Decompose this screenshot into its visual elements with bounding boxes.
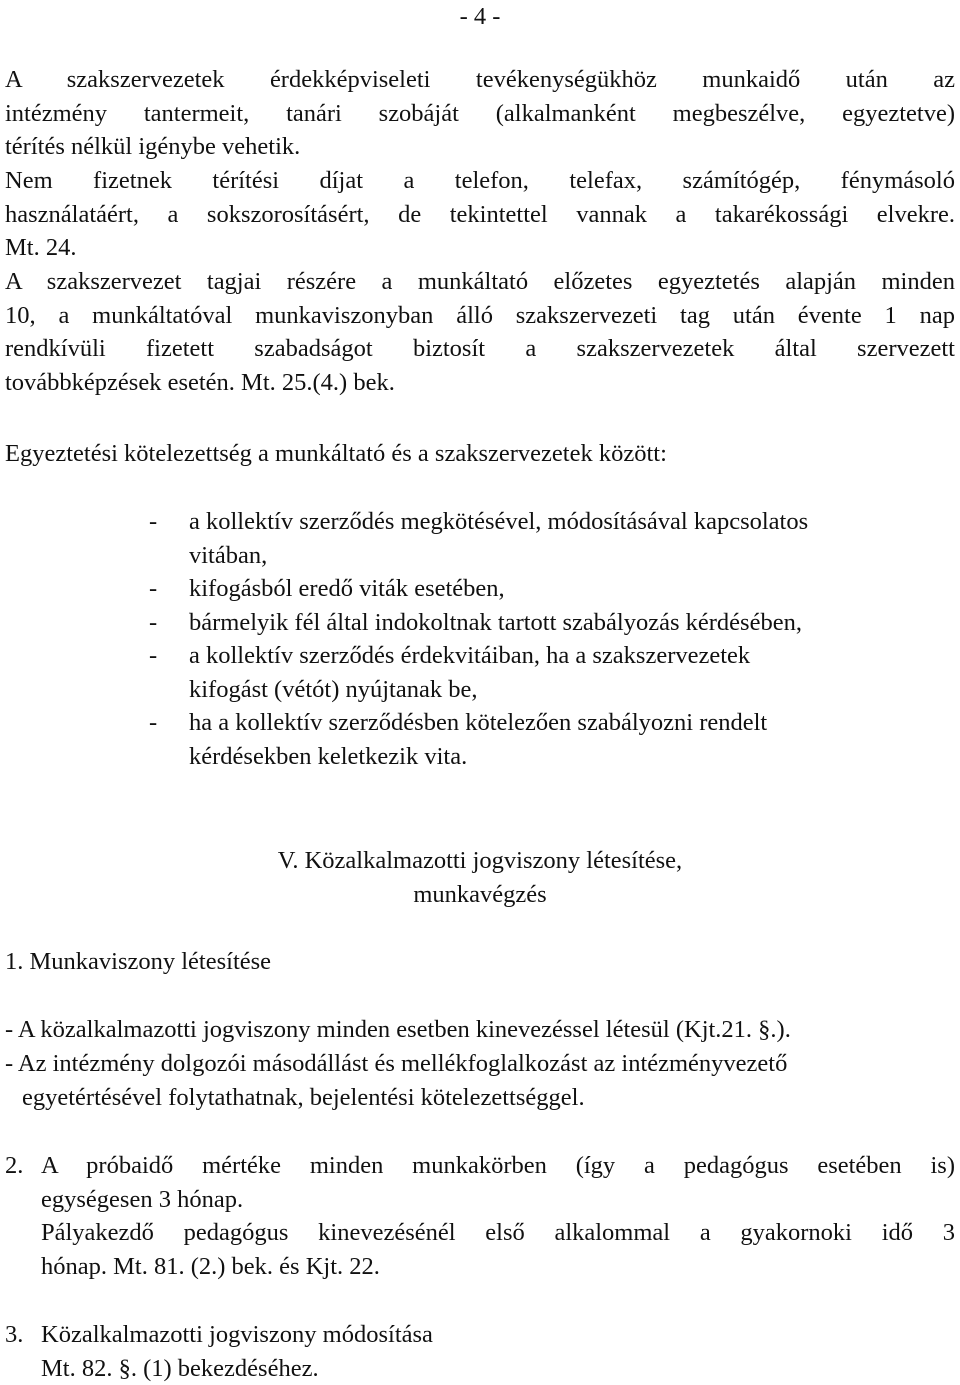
numbered-item-3 — [5, 1318, 955, 1385]
list-dash: - — [149, 606, 157, 640]
numbered-item-body — [41, 1318, 955, 1385]
list-item — [149, 639, 949, 706]
paragraph-line: egységesen 3 hónap. — [41, 1183, 955, 1217]
paragraph-line: továbbképzések esetén. Mt. 25.(4.) bek. — [5, 366, 955, 400]
paragraph-union-rooms — [5, 63, 955, 164]
list-item-line: kifogásból eredő viták esetében, — [189, 572, 949, 606]
paragraph-extra-leave — [5, 265, 955, 399]
subsection-heading-1: 1. Munkaviszony létesítése — [5, 945, 955, 979]
paragraph-secondary-employment — [5, 1047, 955, 1114]
list-item — [149, 706, 949, 773]
paragraph-consultation-obligation: Egyeztetési kötelezettség a munkáltató és a szakszervezetek között: — [5, 437, 955, 471]
section-heading — [220, 844, 740, 911]
list-item — [149, 505, 949, 572]
paragraph-line: A szakszervezet tagjai részére a munkáltató előzetes egyeztetés alapján minden — [5, 265, 955, 299]
paragraph-appointment: - A közalkalmazotti jogviszony minden esetben kinevezéssel létesül (Kjt.21. §.). — [5, 1013, 955, 1047]
paragraph-no-fees — [5, 164, 955, 265]
paragraph-line: A próbaidő mértéke minden munkakörben (így a pedagógus esetében is) — [41, 1149, 955, 1183]
paragraph-line: - Az intézmény dolgozói másodállást és mellékfoglalkozást az intézményvezető — [5, 1047, 955, 1081]
section-heading-line: munkavégzés — [220, 878, 740, 912]
numbered-item-body — [41, 1149, 955, 1283]
list-item-line: bármelyik fél által indokoltnak tartott szabályozás kérdésében, — [189, 606, 949, 640]
paragraph-line: Mt. 24. — [5, 231, 955, 265]
list-item-line: ha a kollektív szerződésben kötelezően szabályozni rendelt — [189, 706, 949, 740]
section-heading-line: V. Közalkalmazotti jogviszony létesítése, — [220, 844, 740, 878]
item-number: 3. — [5, 1318, 23, 1352]
numbered-item-2 — [5, 1149, 955, 1283]
list-dash: - — [149, 639, 157, 673]
paragraph-line: hónap. Mt. 81. (2.) bek. és Kjt. 22. — [41, 1250, 955, 1284]
paragraph-line: A szakszervezetek érdekképviseleti tevékenységükhöz munkaidő után az — [5, 63, 955, 97]
list-item-line: kifogást (vétót) nyújtanak be, — [189, 673, 949, 707]
paragraph-line: rendkívüli fizetett szabadságot biztosít a szakszervezetek által szervezett — [5, 332, 955, 366]
paragraph-line: Pályakezdő pedagógus kinevezésénél első alkalommal a gyakornoki idő 3 — [41, 1216, 955, 1250]
list-item — [149, 572, 949, 606]
paragraph-line: Nem fizetnek térítési díjat a telefon, telefax, számítógép, fénymásoló — [5, 164, 955, 198]
paragraph-line: intézmény tantermeit, tanári szobáját (alkalmanként megbeszélve, egyeztetve) — [5, 97, 955, 131]
consultation-list — [149, 505, 949, 773]
paragraph-line: Mt. 82. §. (1) bekezdéséhez. — [41, 1352, 955, 1385]
list-item-line: a kollektív szerződés érdekvitáiban, ha a szakszervezetek — [189, 639, 949, 673]
paragraph-line: Közalkalmazotti jogviszony módosítása — [41, 1318, 955, 1352]
list-item-line: a kollektív szerződés megkötésével, módosításával kapcsolatos — [189, 505, 949, 539]
paragraph-line: 10, a munkáltatóval munkaviszonyban álló szakszervezeti tag után évente 1 nap — [5, 299, 955, 333]
paragraph-line: térítés nélkül igénybe vehetik. — [5, 130, 955, 164]
list-item-line: kérdésekben keletkezik vita. — [189, 740, 949, 774]
paragraph-line: használatáért, a sokszorosításért, de tekintettel vannak a takarékossági elvekre. — [5, 198, 955, 232]
list-dash: - — [149, 572, 157, 606]
paragraph-line: egyetértésével folytathatnak, bejelentési kötelezettséggel. — [5, 1081, 955, 1115]
item-number: 2. — [5, 1149, 23, 1183]
list-item — [149, 606, 949, 640]
list-dash: - — [149, 505, 157, 539]
list-item-line: vitában, — [189, 539, 949, 573]
page-number: - 4 - — [0, 0, 960, 34]
list-dash: - — [149, 706, 157, 740]
